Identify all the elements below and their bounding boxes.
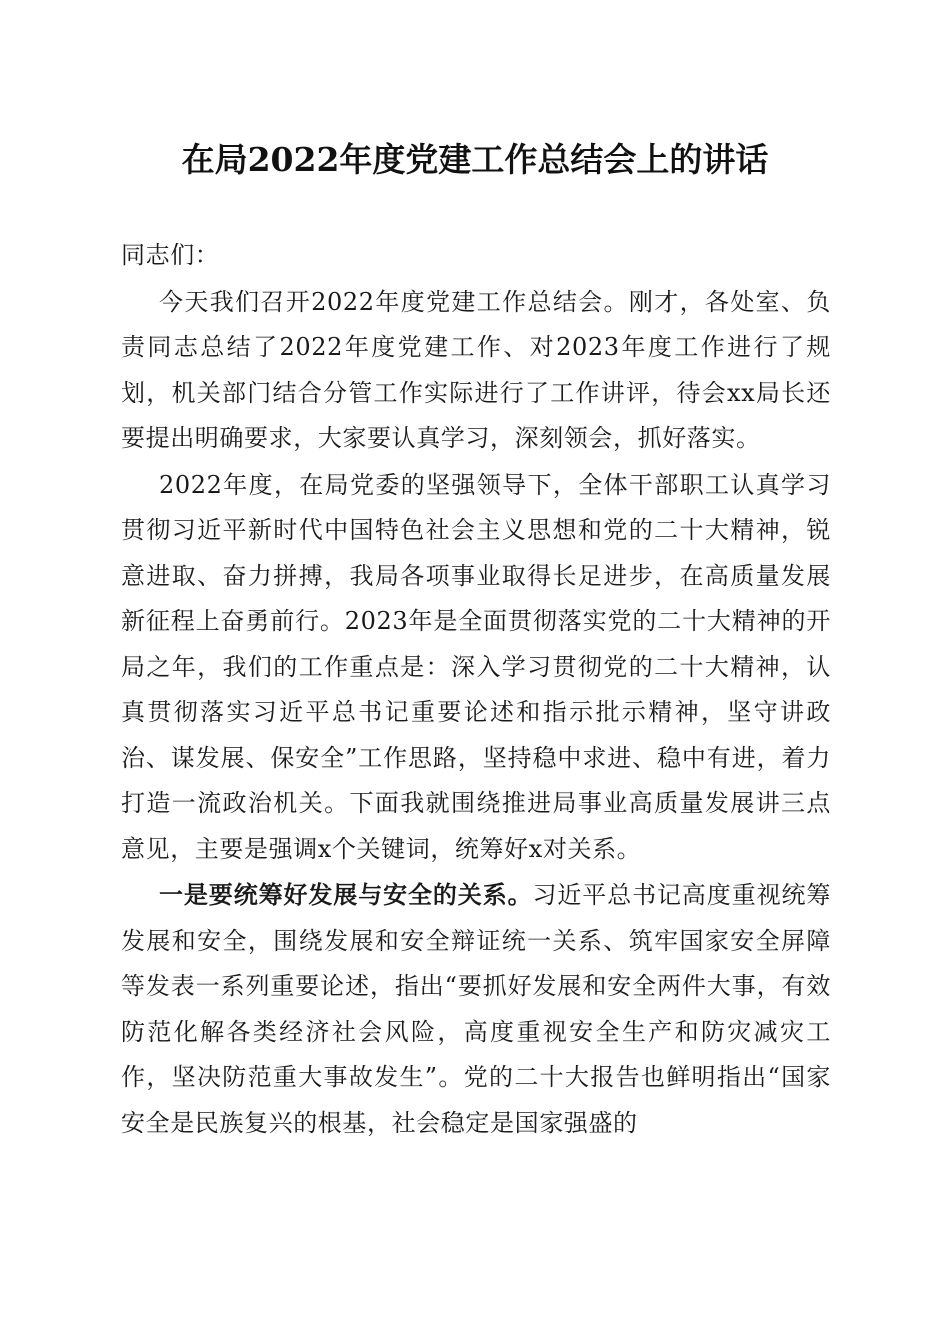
salutation: 同志们： xyxy=(121,241,220,269)
document-title: 在局2022年度党建工作总结会上的讲话 xyxy=(181,140,769,179)
paragraph-text: 2022年度，在局党委的坚强领导下，全体干部职工认真学习贯彻习近平新时代中国特色社会主义思想和党的二十大精神，锐意进取、奋力拼搏，我局各项事业取得长足进步，在高质量发展新征程上奋勇前行。2023年是全面贯彻落实党的二十大精神的开局之年，我们的工作重点是：深入学习贯彻党的二十大精神，认真贯彻落实习近平总书记重要论述和指示批示精神，坚守讲政治、谋发展、保安全”工作思路，坚持稳中求进、稳中有进，着力打造一流政治机关。下面我就围绕推进局事业高质量发展讲三点意见，主要是强调x个关键词，统筹好x对关系。 xyxy=(121,470,831,863)
paragraph-lead: 一是要统筹好发展与安全的关系。 xyxy=(159,880,533,909)
document-body xyxy=(121,233,831,1146)
paragraph-text: 习近平总书记高度重视统筹发展和安全，围绕发展和安全辩证统一关系、筑牢国家安全屏障等发表一系列重要论述，指出“要抓好发展和安全两件大事，有效防范化解各类经济社会风险，高度重视安全生产和防灾减灾工作，坚决防范重大事故发生”。党的二十大报告也鲜明指出“国家安全是民族复兴的根基，社会稳定是国家强盛的 xyxy=(121,881,831,1137)
paragraph-3 xyxy=(121,872,831,1146)
paragraph-2 xyxy=(121,462,831,873)
paragraph-1 xyxy=(121,279,831,462)
paragraph-text: 今天我们召开2022年度党建工作总结会。刚才，各处室、负责同志总结了2022年度党建工作、对2023年度工作进行了规划，机关部门结合分管工作实际进行了工作讲评，待会xx局长还要提出明确要求，大家要认真学习，深刻领会，抓好落实。 xyxy=(121,287,831,452)
